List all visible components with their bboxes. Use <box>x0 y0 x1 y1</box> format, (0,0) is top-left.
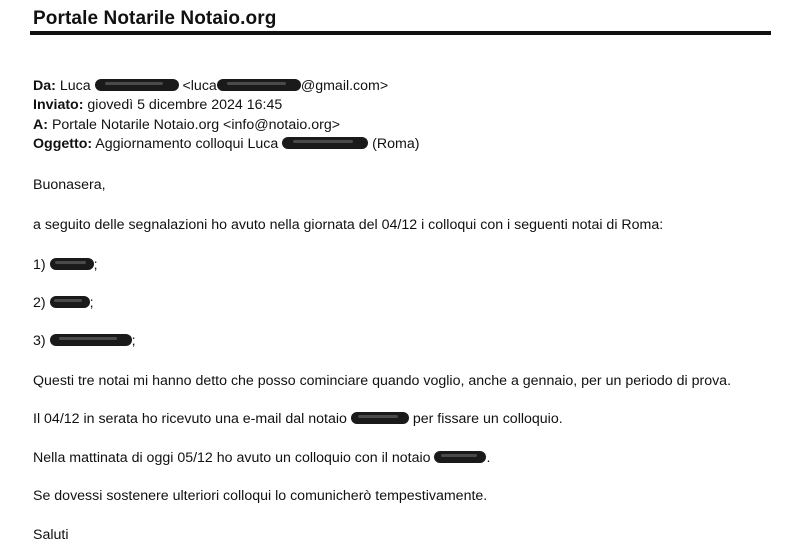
to-value: Portale Notarile Notaio.org <info@notaio.org> <box>51 117 341 133</box>
list-end: ; <box>89 295 94 311</box>
redacted-name <box>351 412 409 424</box>
from-email-prefix: <luca <box>182 78 217 94</box>
subject-suffix: (Roma) <box>372 136 420 152</box>
paragraph-start: Il 04/12 in serata ho ricevuto una e-mail dal notaio <box>33 411 347 427</box>
paragraph-end: per fissare un colloquio. <box>412 411 563 427</box>
to-label: A: <box>33 117 48 133</box>
to-line <box>33 116 340 134</box>
paragraph-start: Nella mattinata di oggi 05/12 ho avuto un colloquio con il notaio <box>33 450 431 466</box>
list-number: 1) <box>33 257 46 273</box>
from-label: Da: <box>33 78 56 94</box>
redacted-name <box>434 451 486 463</box>
redacted-surname <box>95 79 179 91</box>
list-item <box>33 332 136 350</box>
paragraph <box>33 410 563 428</box>
redacted-name <box>50 334 132 346</box>
paragraph-end: . <box>486 450 491 466</box>
list-item <box>33 294 94 312</box>
list-number: 2) <box>33 295 46 311</box>
from-name: Luca <box>59 78 91 94</box>
redacted-name <box>50 258 94 270</box>
sent-line <box>33 96 282 114</box>
list-end: ; <box>131 333 136 349</box>
sent-value: giovedì 5 dicembre 2024 16:45 <box>87 97 283 113</box>
closing: Saluti <box>33 527 69 543</box>
subject-value: Aggiornamento colloqui Luca <box>95 136 279 152</box>
sent-label: Inviato: <box>33 97 84 113</box>
paragraph: Questi tre notai mi hanno detto che posso cominciare quando voglio, anche a gennaio, per un periodo di prova. <box>33 373 732 389</box>
from-line <box>33 77 388 95</box>
paragraph <box>33 449 490 467</box>
redacted-surname <box>282 137 368 149</box>
subject-label: Oggetto: <box>33 136 93 152</box>
list-end: ; <box>93 257 98 273</box>
title-underline <box>30 31 771 35</box>
intro-paragraph: a seguito delle segnalazioni ho avuto nella giornata del 04/12 i colloqui con i seguenti notai di Roma: <box>33 217 664 233</box>
paragraph: Se dovessi sostenere ulteriori colloqui lo comunicherò tempestivamente. <box>33 488 488 504</box>
list-number: 3) <box>33 333 46 349</box>
document-title: Portale Notarile Notaio.org <box>33 8 277 29</box>
from-email-suffix: @gmail.com> <box>300 78 389 94</box>
redacted-email <box>217 79 301 91</box>
redacted-name <box>50 296 90 308</box>
subject-line <box>33 135 419 153</box>
greeting: Buonasera, <box>33 177 106 193</box>
list-item <box>33 256 98 274</box>
